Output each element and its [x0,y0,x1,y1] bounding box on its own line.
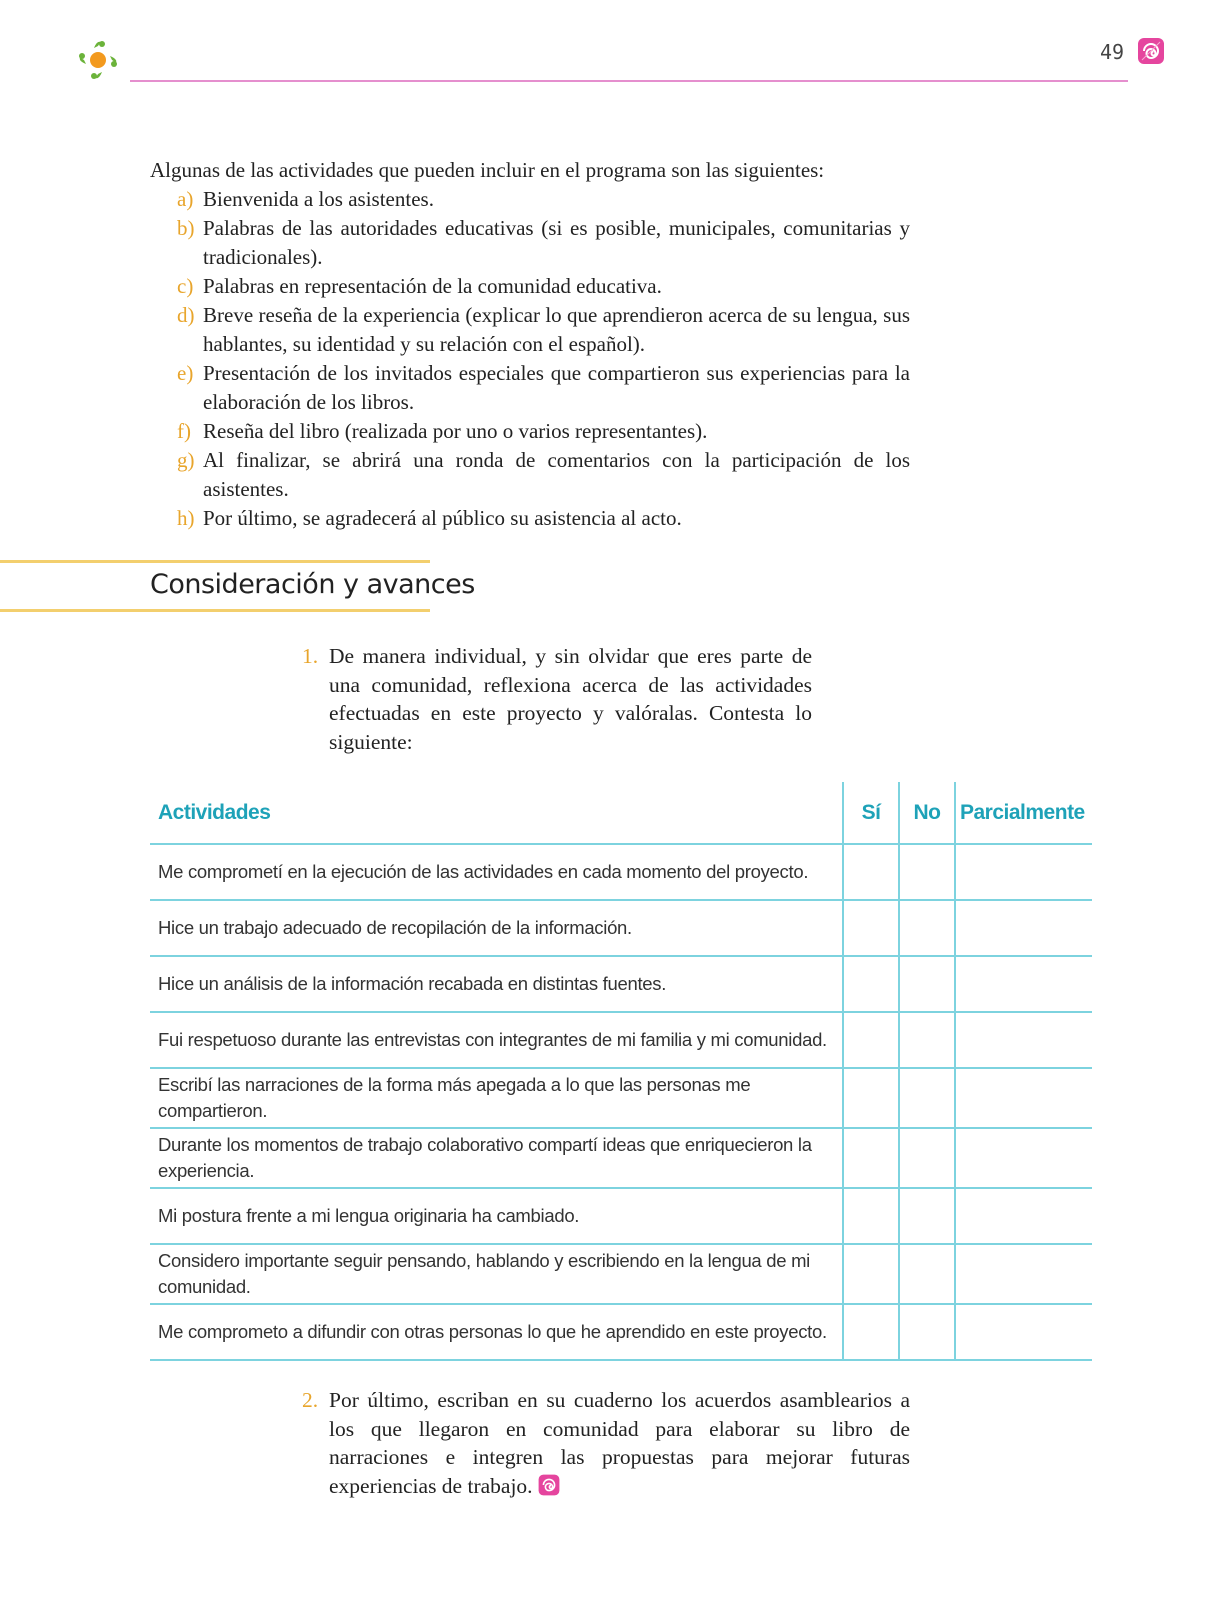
list-item-text: Palabras de las autoridades educativas (si es posible, municipales, comunitarias y tradicionales). [203,216,910,269]
list-item-text: Presentación de los invitados especiales que compartieron sus experiencias para la elaboración de los libros. [203,361,910,414]
header-no: No [899,782,955,844]
parcialmente-checkbox-cell[interactable] [955,1128,1092,1188]
activities-program-list [150,156,910,533]
header-actividades: Actividades [150,782,843,844]
activity-cell: Mi postura frente a mi lengua originaria ha cambiado. [150,1188,843,1244]
parcialmente-checkbox-cell[interactable] [955,1012,1092,1068]
question-number: 2. [302,1388,319,1412]
list-item-text: Al finalizar, se abrirá una ronda de comentarios con la participación de los asistentes. [203,448,910,501]
table-row [150,844,1092,900]
table-row [150,1012,1092,1068]
table-header-row [150,782,1092,844]
list-item [150,301,910,359]
table-row [150,956,1092,1012]
no-checkbox-cell[interactable] [899,1128,955,1188]
table-row [150,1244,1092,1304]
si-checkbox-cell[interactable] [843,844,899,900]
activity-cell: Hice un trabajo adecuado de recopilación de la información. [150,900,843,956]
activity-cell: Durante los momentos de trabajo colaborativo compartí ideas que enriquecieron la experiencia. [150,1128,843,1188]
no-checkbox-cell[interactable] [899,1188,955,1244]
list-item [150,504,910,533]
si-checkbox-cell[interactable] [843,1068,899,1128]
list-item [150,417,910,446]
parcialmente-checkbox-cell[interactable] [955,1244,1092,1304]
si-checkbox-cell[interactable] [843,1012,899,1068]
parcialmente-checkbox-cell[interactable] [955,1188,1092,1244]
activity-cell: Hice un análisis de la información recabada en distintas fuentes. [150,956,843,1012]
activity-cell: Me comprometí en la ejecución de las actividades en cada momento del proyecto. [150,844,843,900]
header-parcialmente: Parcialmente [955,782,1092,844]
si-checkbox-cell[interactable] [843,900,899,956]
intro-lead: Algunas de las actividades que pueden incluir en el programa son las siguientes: [150,158,825,182]
activity-cell: Fui respetuoso durante las entrevistas con integrantes de mi familia y mi comunidad. [150,1012,843,1068]
list-item-text: Bienvenida a los asistentes. [203,187,434,211]
parcialmente-checkbox-cell[interactable] [955,956,1092,1012]
question-text-wrap [329,1386,910,1500]
list-letter: d) [177,303,195,327]
table-row [150,1068,1092,1128]
no-checkbox-cell[interactable] [899,1244,955,1304]
no-checkbox-cell[interactable] [899,900,955,956]
no-checkbox-cell[interactable] [899,844,955,900]
parcialmente-checkbox-cell[interactable] [955,900,1092,956]
question-1 [302,642,812,756]
list-item [150,359,910,417]
question-text: De manera individual, y sin olvidar que eres parte de una comunidad, reflexiona acerca de las actividades efectuadas en este proyecto y valóralas. Contesta lo siguiente: [329,644,812,754]
list-letter: h) [177,506,195,530]
list-item [150,272,910,301]
no-checkbox-cell[interactable] [899,1304,955,1360]
list-letter: f) [177,419,191,443]
si-checkbox-cell[interactable] [843,1244,899,1304]
header-rule [130,80,1128,82]
table-row [150,1304,1092,1360]
flower-logo-icon [72,34,124,86]
activity-cell: Considero importante seguir pensando, hablando y escribiendo en la lengua de mi comunidad. [150,1244,843,1304]
parcialmente-checkbox-cell[interactable] [955,1068,1092,1128]
list-letter: b) [177,216,195,240]
list-item [150,214,910,272]
spiral-ornament-icon [1136,36,1166,66]
self-evaluation-table [150,782,1092,1361]
si-checkbox-cell[interactable] [843,956,899,1012]
parcialmente-checkbox-cell[interactable] [955,1304,1092,1360]
table-row [150,900,1092,956]
header-si: Sí [843,782,899,844]
spiral-ornament-icon [537,1473,561,1497]
list-item-text: Por último, se agradecerá al público su asistencia al acto. [203,506,682,530]
activity-cell: Me comprometo a difundir con otras personas lo que he aprendido en este proyecto. [150,1304,843,1360]
no-checkbox-cell[interactable] [899,1068,955,1128]
list-item-text: Palabras en representación de la comunidad educativa. [203,274,662,298]
list-item [150,185,910,214]
list-item-text: Reseña del libro (realizada por uno o varios representantes). [203,419,708,443]
activity-cell: Escribí las narraciones de la forma más apegada a lo que las personas me compartieron. [150,1068,843,1128]
no-checkbox-cell[interactable] [899,956,955,1012]
list-item-text: Breve reseña de la experiencia (explicar lo que aprendieron acerca de su lengua, sus hablantes, su identidad y su relación con el español). [203,303,910,356]
table-row [150,1188,1092,1244]
list-letter: e) [177,361,194,385]
si-checkbox-cell[interactable] [843,1128,899,1188]
table-row [150,1128,1092,1188]
section-title: Consideración y avances [150,569,475,600]
no-checkbox-cell[interactable] [899,1012,955,1068]
list-letter: c) [177,274,194,298]
question-2 [302,1386,910,1500]
list-letter: g) [177,448,195,472]
parcialmente-checkbox-cell[interactable] [955,844,1092,900]
list-item [150,446,910,504]
question-text: Por último, escriban en su cuaderno los acuerdos asamblearios a los que llegaron en comunidad para elaborar su libro de narraciones e integren las propuestas para mejorar futuras experiencias de trabajo. [329,1388,910,1498]
section-heading [0,560,475,612]
si-checkbox-cell[interactable] [843,1304,899,1360]
page-number: 49 [1100,40,1125,64]
list-letter: a) [177,187,194,211]
si-checkbox-cell[interactable] [843,1188,899,1244]
question-number: 1. [302,644,319,668]
